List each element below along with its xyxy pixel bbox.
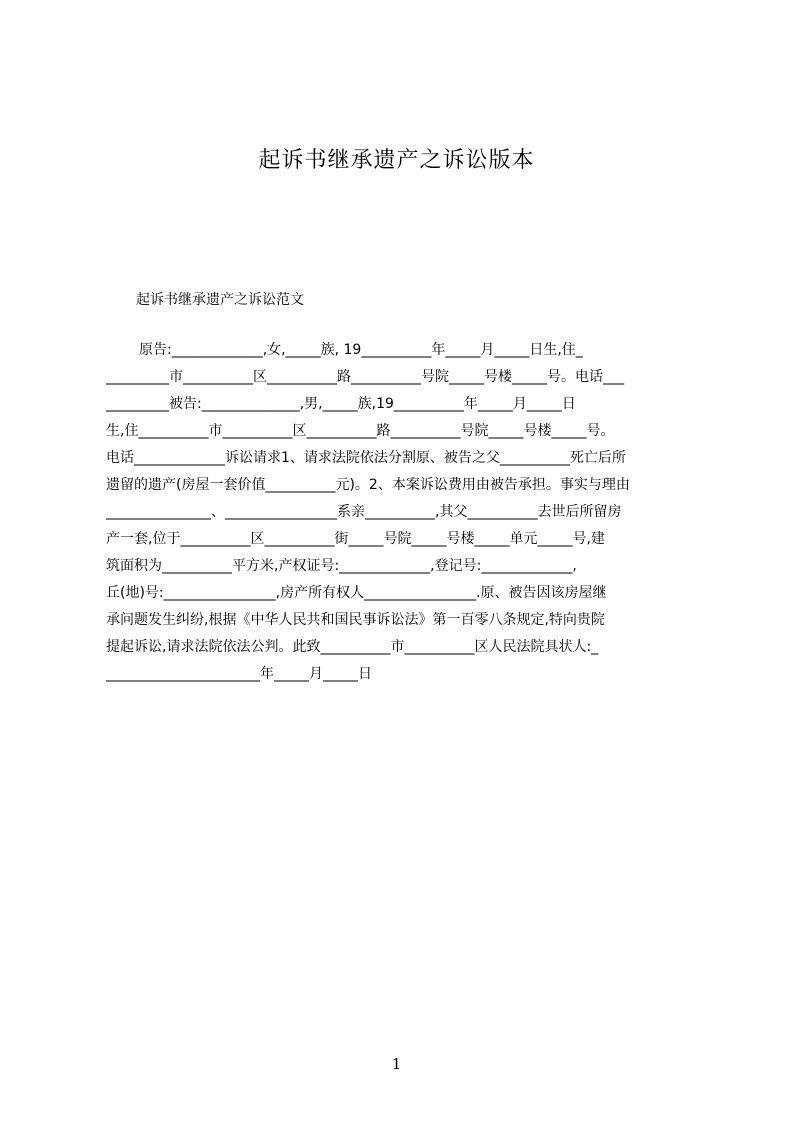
- document-body: [106, 337, 698, 693]
- body-line: 筑面积为__________平方米,产权证号:_____________,登记号:_____________,: [106, 558, 577, 574]
- body-line: _______________、________________系亲__________,其父__________去世后所留房: [106, 504, 622, 520]
- body-line: 原告:_____________,女,_____族, 19__________年_____月_____日生,住_: [139, 342, 583, 358]
- body-line: 提起诉讼,请求法院依法公判。此致__________市__________区人民法院具状人:_: [106, 639, 599, 655]
- body-line: 生,住__________市__________区__________路__________号院_____号楼_____号。: [106, 423, 615, 439]
- body-line: _________被告:______________,男,_____族,19__________年_____月_____日: [106, 396, 576, 412]
- body-line: 丘(地)号:________________,房产所有权人________________.原、被告因该房屋继: [106, 585, 607, 601]
- body-line: 产一套,位于__________区__________街_____号院_____号楼_____单元_____号,建: [106, 531, 605, 547]
- document-subtitle: 起诉书继承遗产之诉讼范文: [136, 292, 304, 308]
- body-line: 电话_____________诉讼请求1、请求法院依法分割原、被告之父__________死亡后所: [106, 450, 626, 466]
- document-title: 起诉书继承遗产之诉讼版本: [258, 148, 535, 173]
- body-line: _________市__________区__________路__________号院_____号楼_____号。电话___: [106, 369, 624, 385]
- body-line: 遗留的遗产(房屋一套价值__________元)。2、本案诉讼费用由被告承担。事实与理由: [106, 477, 630, 493]
- body-line: ______________________年_____月_____日: [106, 666, 372, 682]
- page-number: 1: [391, 1055, 402, 1073]
- body-line: 承问题发生纠纷,根据《中华人民共和国民事诉讼法》第一百零八条规定,特向贵院: [106, 612, 605, 628]
